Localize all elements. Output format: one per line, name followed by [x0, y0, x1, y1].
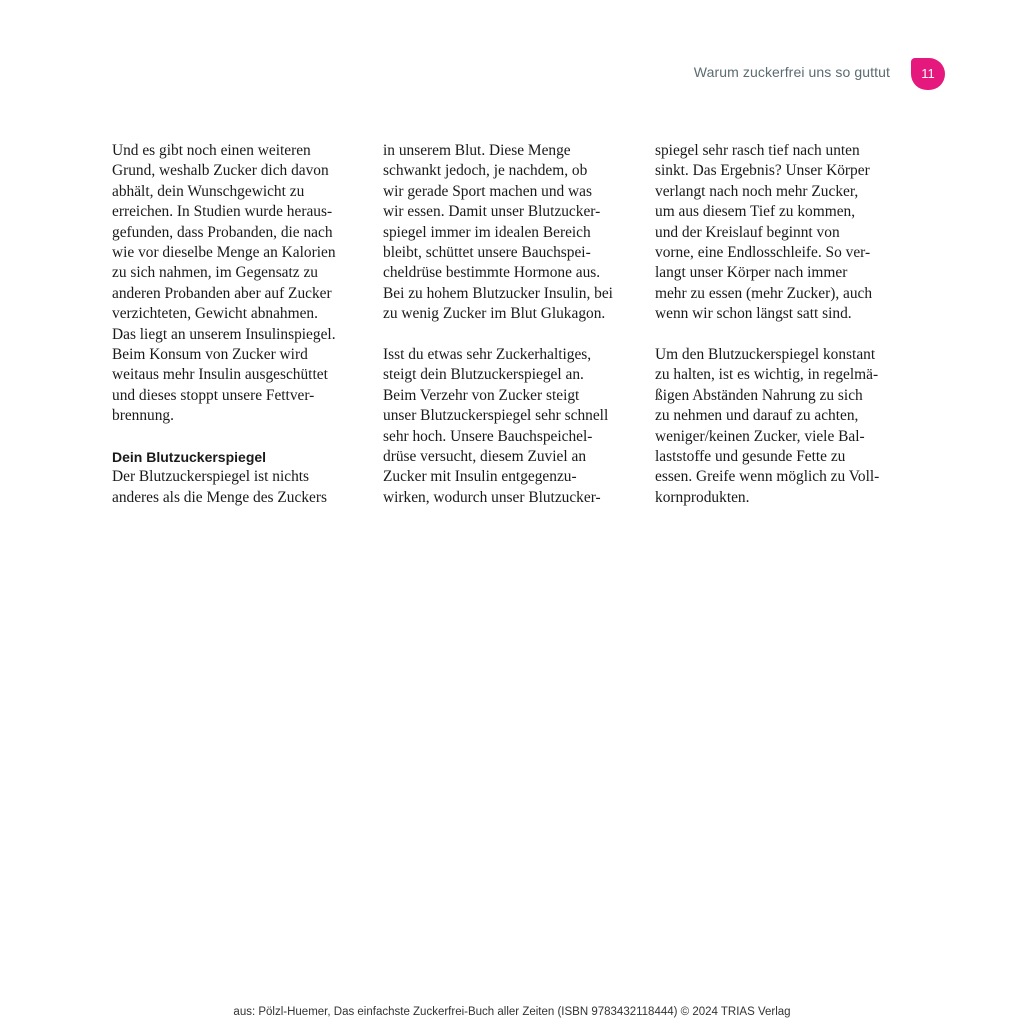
text-line: drüse versucht, diesem Zuviel an — [383, 448, 587, 466]
text-line: sinkt. Das Ergebnis? Unser Körper — [655, 162, 870, 180]
paragraph — [112, 141, 362, 427]
text-line: Das liegt an unserem Insulinspiegel. — [112, 325, 336, 343]
text-line: zu wenig Zucker im Blut Glukagon. — [383, 305, 606, 323]
text-line: Bei zu hohem Blutzucker Insulin, bei — [383, 284, 613, 302]
text-column-3 — [655, 141, 905, 508]
paragraph — [655, 141, 905, 325]
text-line: abhält, dein Wunschgewicht zu — [112, 182, 305, 200]
text-line: spiegel sehr rasch tief nach unten — [655, 142, 860, 159]
text-line: verlangt nach noch mehr Zucker, — [655, 182, 859, 200]
text-line: und der Kreislauf beginnt von — [655, 223, 840, 241]
paragraph — [383, 141, 633, 325]
text-line: gefunden, dass Probanden, die nach — [112, 223, 333, 241]
text-line: verzichteten, Gewicht abnahmen. — [112, 305, 318, 323]
page-number-badge: 11 — [911, 58, 945, 90]
text-line: brennung. — [112, 407, 174, 425]
paragraph — [383, 345, 633, 508]
paragraph-gap — [383, 325, 633, 345]
text-line: laststoffe und gesunde Fette zu — [655, 448, 846, 466]
text-column-2 — [383, 141, 633, 508]
text-line: essen. Greife wenn möglich zu Voll- — [655, 468, 880, 486]
text-line: in unserem Blut. Diese Menge — [383, 142, 571, 159]
text-line: wie vor dieselbe Menge an Kalorien — [112, 244, 336, 262]
paragraph — [655, 345, 905, 508]
text-line: kornprodukten. — [655, 488, 750, 506]
text-line: Isst du etwas sehr Zuckerhaltiges, — [383, 346, 592, 364]
text-line: um aus diesem Tief zu kommen, — [655, 203, 856, 221]
footer-citation: aus: Pölzl-Huemer, Das einfachste Zuckerfrei-Buch aller Zeiten (ISBN 9783432118444) © 2024 TRIAS Verlag — [233, 1006, 791, 1018]
text-line: vorne, eine Endlosschleife. So ver- — [655, 244, 871, 262]
text-line: langt unser Körper nach immer — [655, 264, 848, 282]
text-line: zu halten, ist es wichtig, in regelmä- — [655, 366, 879, 384]
text-line: wenn wir schon längst satt sind. — [655, 305, 852, 323]
text-line: weitaus mehr Insulin ausgeschüttet — [112, 366, 328, 384]
text-line: zu nehmen und darauf zu achten, — [655, 407, 859, 425]
text-line: wirken, wodurch unser Blutzucker- — [383, 488, 601, 506]
text-line: Und es gibt noch einen weiteren — [112, 142, 311, 159]
text-line: und dieses stoppt unsere Fettver- — [112, 386, 315, 404]
section-heading: Dein Blutzuckerspiegel — [112, 449, 267, 466]
text-line: anderes als die Menge des Zuckers — [112, 488, 327, 506]
text-line: Grund, weshalb Zucker dich davon — [112, 162, 329, 180]
text-line: weniger/keinen Zucker, viele Bal- — [655, 427, 865, 445]
text-line: bleibt, schüttet unsere Bauchspei- — [383, 244, 591, 262]
text-line: schwankt jedoch, je nachdem, ob — [383, 162, 588, 180]
text-column-1 — [112, 141, 362, 508]
text-line: Um den Blutzuckerspiegel konstant — [655, 346, 876, 364]
text-line: anderen Probanden aber auf Zucker — [112, 284, 332, 302]
text-line: unser Blutzuckerspiegel sehr schnell — [383, 407, 609, 425]
text-line: zu sich nahmen, im Gegensatz zu — [112, 264, 318, 282]
text-line: wir essen. Damit unser Blutzucker- — [383, 203, 601, 221]
text-line: spiegel immer im idealen Bereich — [383, 223, 591, 241]
text-line: erreichen. In Studien wurde heraus- — [112, 203, 333, 221]
running-title: Warum zuckerfrei uns so guttut — [693, 64, 890, 80]
text-line: Der Blutzuckerspiegel ist nichts — [112, 468, 310, 486]
paragraph-gap — [655, 325, 905, 345]
text-line: Beim Konsum von Zucker wird — [112, 346, 308, 364]
text-line: cheldrüse bestimmte Hormone aus. — [383, 264, 601, 282]
text-line: Beim Verzehr von Zucker steigt — [383, 386, 580, 404]
text-line: mehr zu essen (mehr Zucker), auch — [655, 284, 873, 302]
text-line: steigt dein Blutzuckerspiegel an. — [383, 366, 584, 384]
text-line: sehr hoch. Unsere Bauchspeichel- — [383, 427, 593, 445]
text-line: ßigen Abständen Nahrung zu sich — [655, 386, 863, 404]
text-line: Zucker mit Insulin entgegenzu- — [383, 468, 577, 486]
paragraph-gap — [112, 427, 362, 447]
text-line: wir gerade Sport machen und was — [383, 182, 592, 200]
